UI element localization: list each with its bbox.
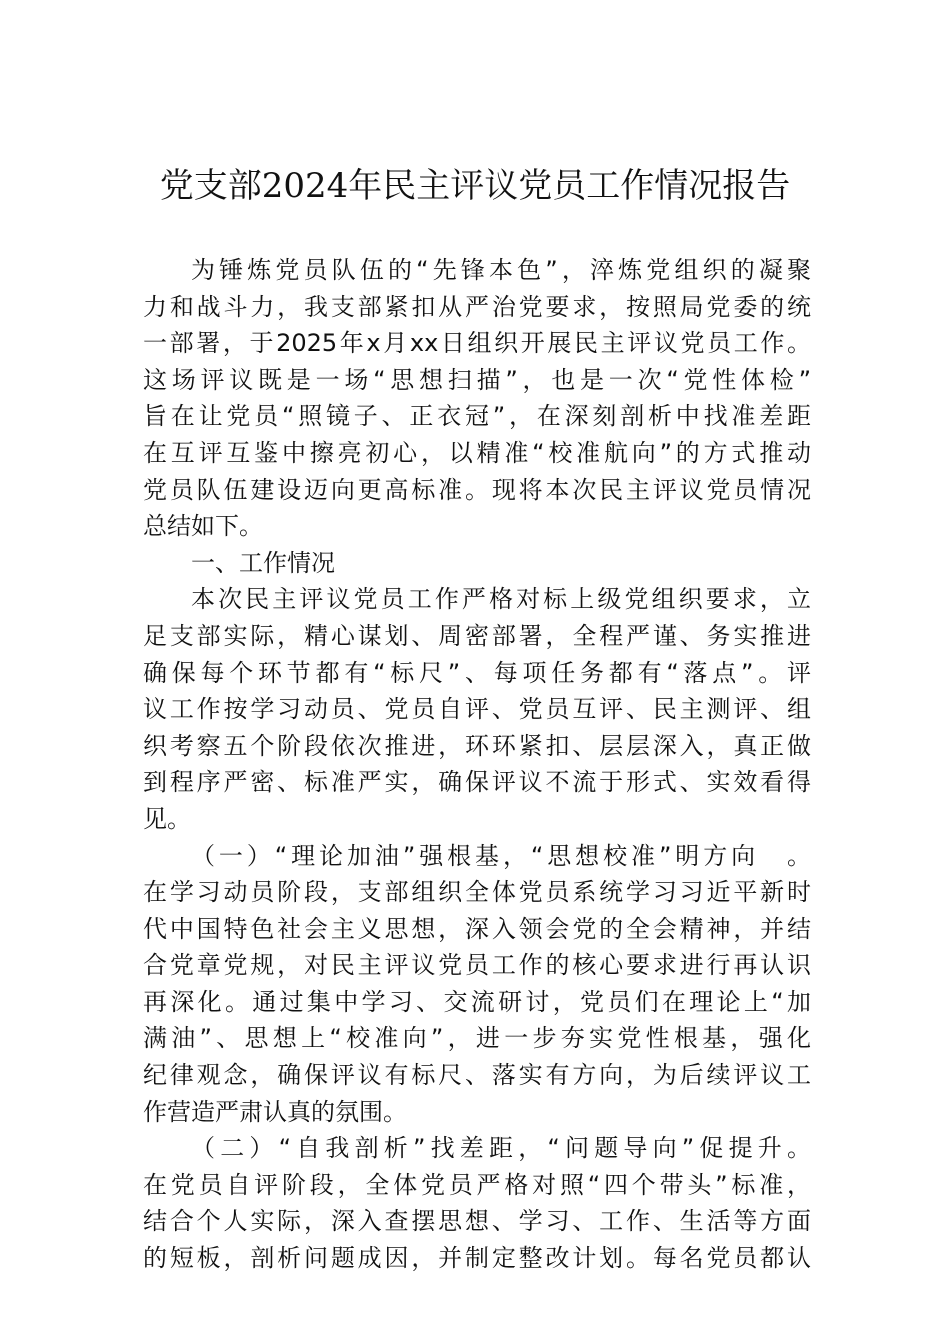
text-line: 再深化。通过集中学习、交流研讨，党员们在理论上“加 xyxy=(143,987,811,1016)
text-line: 的短板，剖析问题成因，并制定整改计划。每名党员都认 xyxy=(143,1244,811,1273)
text-line: 力和战斗力，我支部紧扣从严治党要求，按照局党委的统 xyxy=(143,292,811,321)
text-line: 在互评互鉴中擦亮初心，以精准“校准航向”的方式推动 xyxy=(143,438,811,467)
text-line: 在党员自评阶段，全体党员严格对照“四个带头”标准， xyxy=(143,1170,811,1199)
document-title: 党支部2024年民主评议党员工作情况报告 xyxy=(159,166,791,206)
text-line: 织考察五个阶段依次推进，环环紧扣、层层深入，真正做 xyxy=(143,731,811,760)
text-line: （一）“理论加油”强根基，“思想校准”明方向 。 xyxy=(191,841,811,870)
document-body xyxy=(143,252,811,1277)
text-line: 满油”、思想上“校准向”，进一步夯实党性根基，强化 xyxy=(143,1024,811,1053)
text-line: 见。 xyxy=(143,804,191,833)
text-line: 党员队伍建设迈向更高标准。现将本次民主评议党员情况 xyxy=(143,475,811,504)
text-line: 为锤炼党员队伍的“先锋本色”，淬炼党组织的凝聚 xyxy=(191,256,811,284)
text-line: 在学习动员阶段，支部组织全体党员系统学习习近平新时 xyxy=(143,878,811,907)
text-line: 合党章党规，对民主评议党员工作的核心要求进行再认识 xyxy=(143,951,811,980)
text-line: 本次民主评议党员工作严格对标上级党组织要求，立 xyxy=(191,585,811,614)
text-line: 确保每个环节都有“标尺”、每项任务都有“落点”。评 xyxy=(143,658,811,687)
text-line: 纪律观念，确保评议有标尺、落实有方向，为后续评议工 xyxy=(143,1061,811,1090)
text-line: 一、工作情况 xyxy=(191,548,335,577)
text-line: 结合个人实际，深入查摆思想、学习、工作、生活等方面 xyxy=(143,1207,811,1236)
text-line: 足支部实际，精心谋划、周密部署，全程严谨、务实推进 xyxy=(143,621,811,650)
text-line: 议工作按学习动员、党员自评、党员互评、民主测评、组 xyxy=(143,695,811,724)
text-line: 旨在让党员“照镜子、正衣冠”，在深刻剖析中找准差距 xyxy=(143,402,811,431)
text-line: 代中国特色社会主义思想，深入领会党的全会精神，并结 xyxy=(143,914,811,943)
text-line: 到程序严密、标准严实，确保评议不流于形式、实效看得 xyxy=(143,768,811,797)
text-line: （二）“自我剖析”找差距，“问题导向”促提升。 xyxy=(191,1134,811,1163)
text-line: 一部署，于2025年x月xx日组织开展民主评议党员工作。 xyxy=(143,329,811,358)
text-line: 这场评议既是一场“思想扫描”，也是一次“党性体检” xyxy=(143,365,811,394)
text-line: 作营造严肃认真的氛围。 xyxy=(143,1097,407,1126)
text-line: 总结如下。 xyxy=(143,512,263,541)
